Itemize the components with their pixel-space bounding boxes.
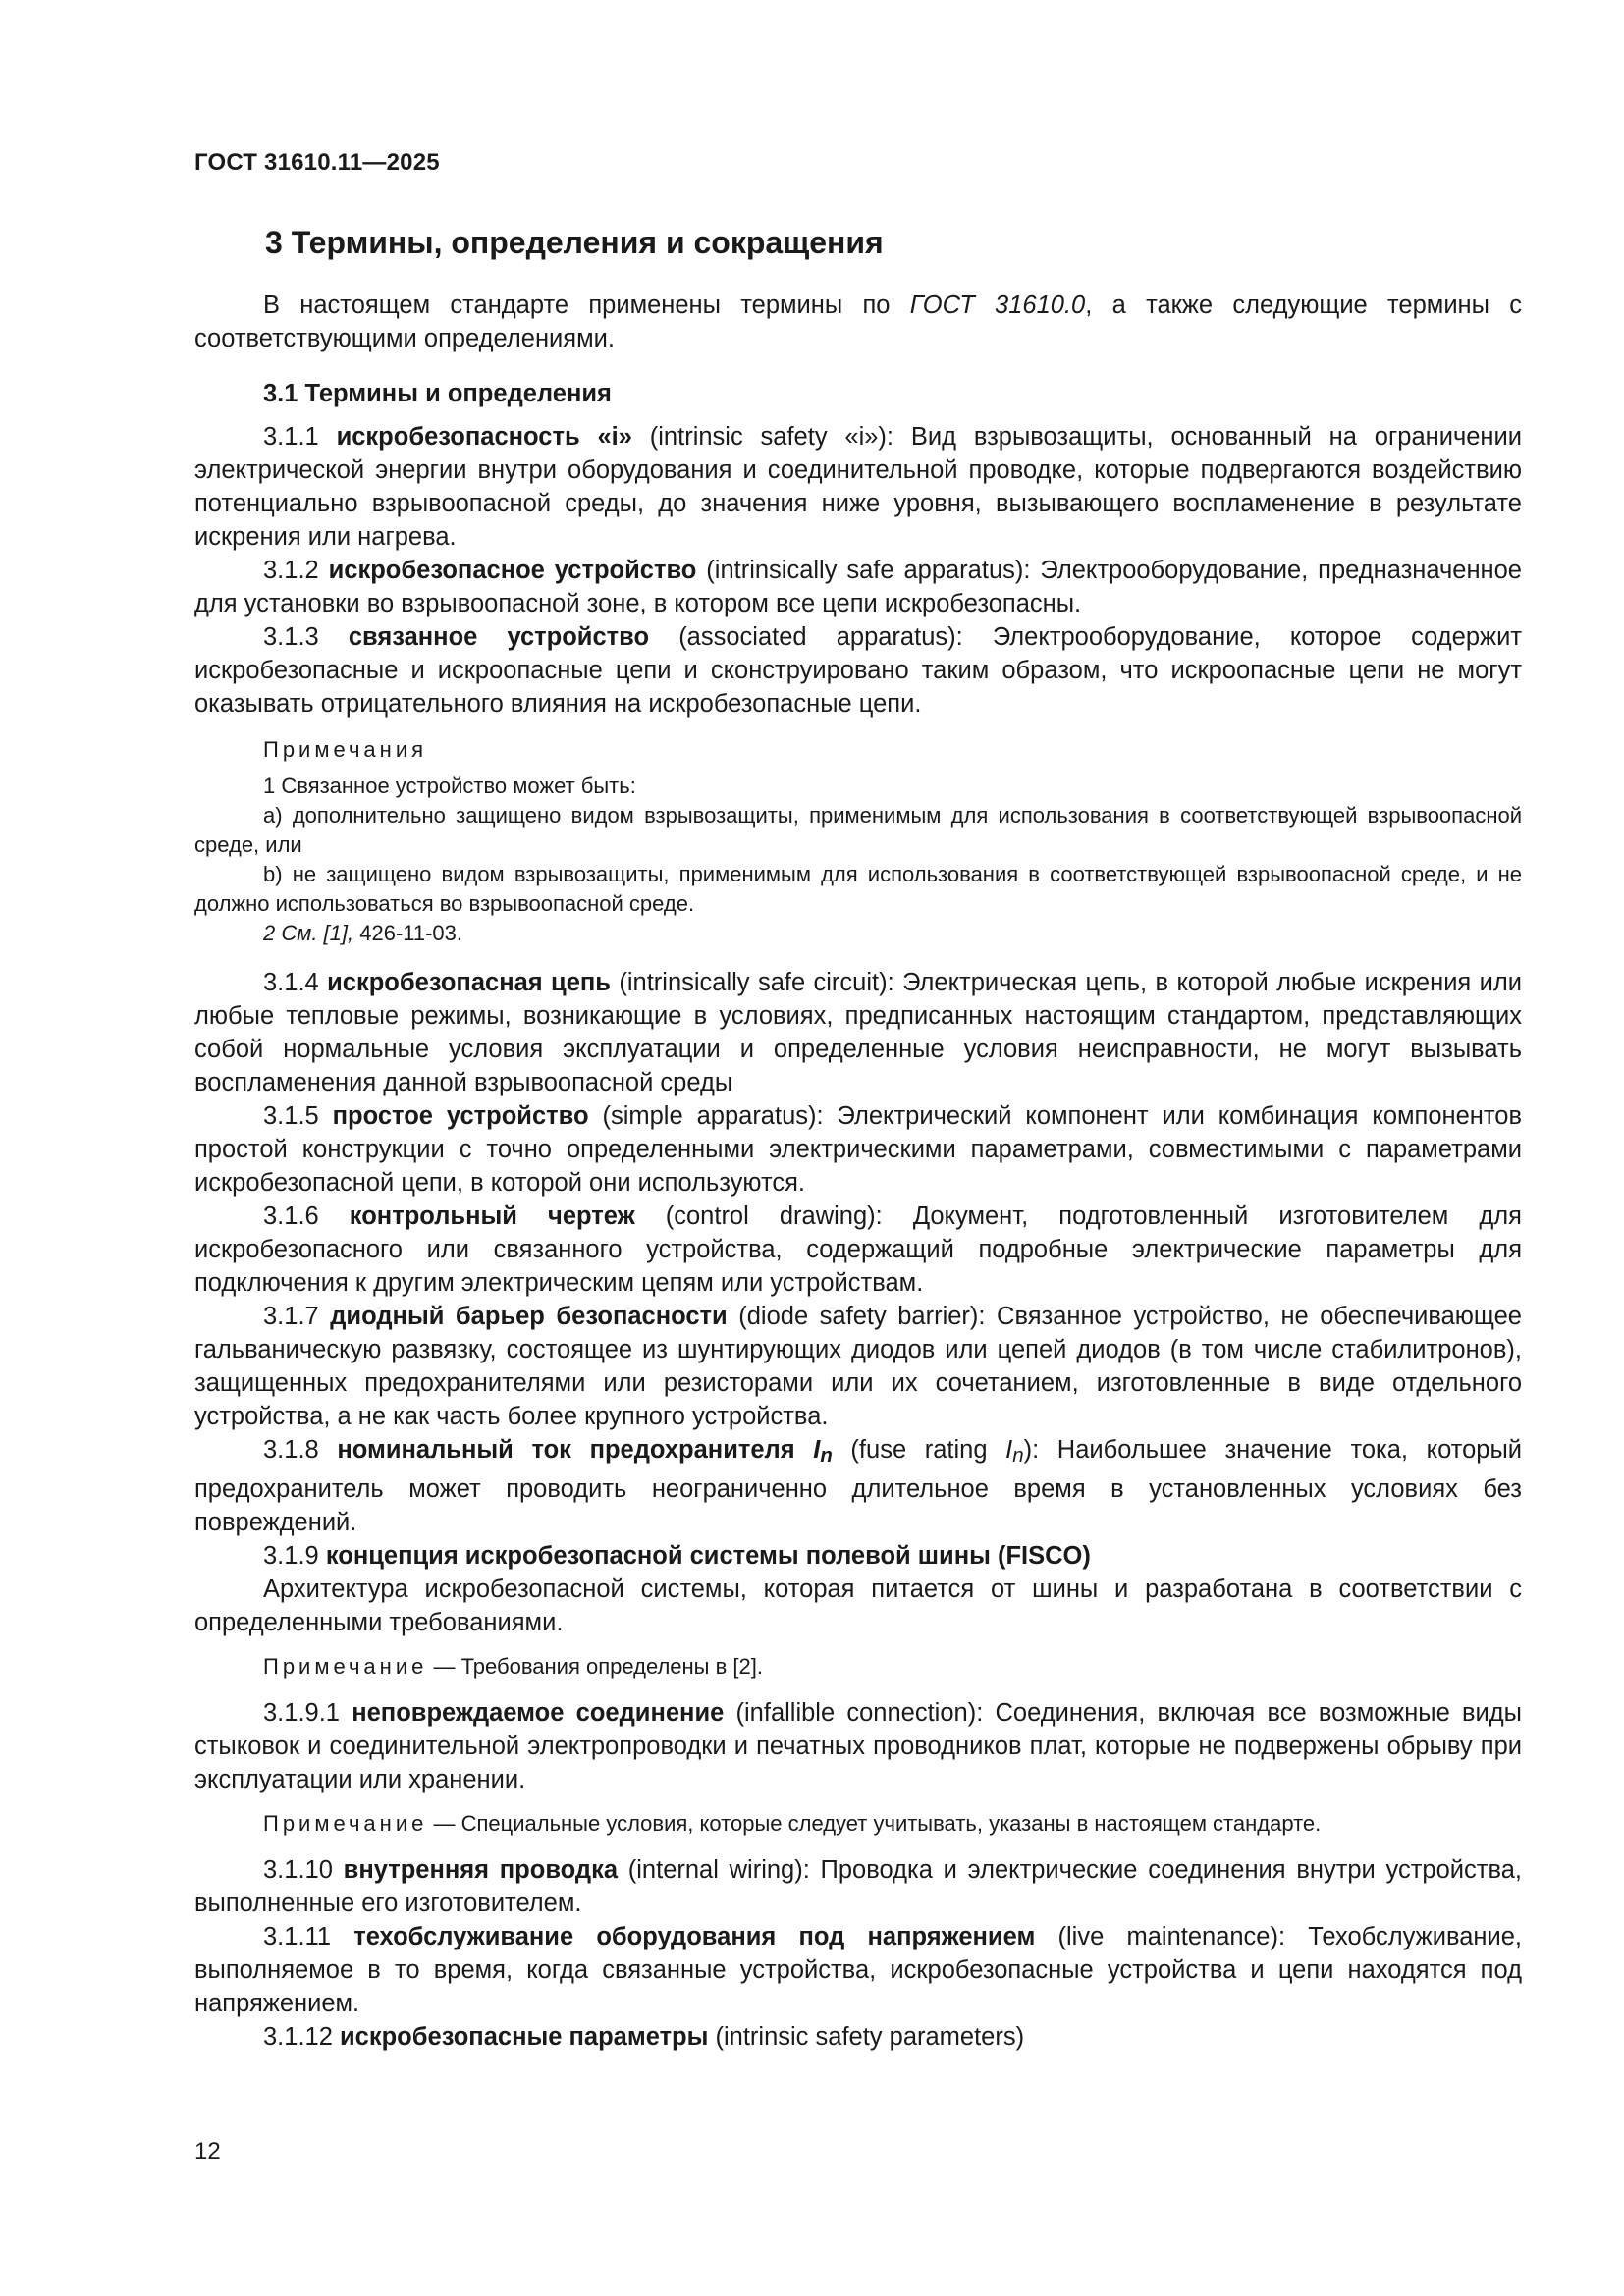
term-3-1-5 — [194, 1099, 1522, 1200]
term-number: 3.1.12 — [263, 2023, 340, 2052]
intro-text: В настоящем стандарте применены термины по — [263, 292, 910, 319]
term-3-1-9-definition: Архитектура искробезопасной системы, которая питается от шины и разработана в соответствии с определенными требованиями. — [194, 1575, 1522, 1637]
term-number: 3.1.2 — [263, 557, 329, 584]
term-definition: (intrinsically safe circuit): Электрическая цепь, в которой любые искрения или любые тепловые режимы, возникающие в условиях, предписанных настоящим стандартом, представляющих собой нормальные условия эксплуатации и определенные условия неисправности, не могут вызывать воспламенения данной взрывоопасной среды — [194, 969, 1522, 1096]
term-3-1-9 — [194, 1539, 1522, 1573]
term-3-1-1 — [194, 420, 1522, 554]
intro-text-end: , а также следующие термины с соответствующими определениями. — [194, 292, 1523, 352]
note-label: Примечание — [263, 1654, 428, 1680]
term-definition: (intrinsic safety «i»): Вид взрывозащиты, основанный на ограничении электрической энергии внутри оборудования и соединительной проводке, которые подвергаются воздействию потенциально взрывоопасной среды, до значения ниже уровня, вызывающего воспламенение в результате искрения или нагрева. — [194, 423, 1522, 551]
term-name: простое устройство — [332, 1102, 589, 1130]
term-name: искробезопасные параметры — [339, 2023, 709, 2052]
term-name-text: номинальный ток предохранителя — [337, 1436, 814, 1464]
term-definition: (intrinsic safety parameters) — [708, 2023, 1025, 2052]
term-definition: (fuse rating — [832, 1436, 1006, 1464]
term-3-1-10 — [194, 1853, 1522, 1920]
note-label: Примечание — [263, 1811, 428, 1837]
term-number: 3.1.3 — [263, 623, 349, 651]
note-2 — [194, 919, 1522, 948]
subsection-title: 3.1 Термины и определения — [263, 380, 612, 407]
note-1: 1 Связанное устройство может быть: — [263, 774, 636, 798]
page-content — [194, 222, 1522, 2054]
term-definition: (simple apparatus): Электрический компонент или комбинация компонентов простой конструкции с точно определенными электрическими параметрами, совместимыми с параметрами искробезопасной цепи, в которой они используются. — [194, 1102, 1523, 1197]
term-3-1-4 — [194, 966, 1522, 1099]
term-number: 3.1.5 — [263, 1102, 333, 1130]
term-name: искробезопасность «i» — [336, 423, 632, 451]
current-subscript-2: n — [1012, 1445, 1024, 1468]
term-3-1-9-1 — [194, 1696, 1522, 1796]
notes-label: Примечания — [263, 737, 428, 762]
term-name: концепция искробезопасной системы полевой шины (FISCO) — [325, 1542, 1091, 1571]
term-definition: (infallible connection): Соединения, включая все возможные виды стыковок и соединительной электропроводки и печатных проводников плат, которые не подвержены обрыву при эксплуатации или хранении. — [194, 1699, 1522, 1794]
term-3-1-12 — [194, 2020, 1522, 2054]
fisco-note — [263, 1651, 1522, 1682]
term-3-1-2 — [194, 554, 1522, 620]
term-number: 3.1.8 — [263, 1436, 338, 1464]
note-1a: а) дополнительно защищено видом взрывозащиты, применимым для использования в соответствующей взрывоопасной среде, или — [194, 803, 1522, 857]
section-title: 3 Термины, определения и сокращения — [265, 225, 884, 260]
note-1b: b) не защищено видом взрывозащиты, применимым для использования в соответствующей взрывоопасной среде, и не должно использоваться во взрывоопасной среде. — [194, 862, 1522, 916]
term-3-1-8 — [194, 1433, 1522, 1539]
term-definition: (associated apparatus): Электрооборудование, которое содержит искробезопасные и искроопасные цепи и сконструировано таким образом, что искроопасные цепи не могут оказывать отрицательного влияния на искробезопасные цепи. — [194, 623, 1523, 718]
term-name: техобслуживание оборудования под напряжением — [353, 1923, 1036, 1951]
term-name — [337, 1436, 833, 1468]
term-number: 3.1.1 — [263, 423, 337, 451]
term-name: контрольный чертеж — [349, 1202, 635, 1230]
current-symbol: I — [813, 1436, 821, 1464]
term-3-1-11 — [194, 1920, 1522, 2020]
infallible-note — [263, 1808, 1522, 1840]
term-name: внутренняя проводка — [343, 1856, 619, 1885]
current-symbol-2: I — [1005, 1436, 1013, 1464]
term-number: 3.1.6 — [263, 1202, 350, 1230]
term-3-1-6 — [194, 1200, 1522, 1300]
term-number: 3.1.4 — [263, 969, 328, 996]
term-name: искробезопасная цепь — [327, 969, 611, 996]
term-number: 3.1.11 — [263, 1923, 354, 1951]
term-name: связанное устройство — [348, 623, 650, 651]
current-subscript: n — [820, 1445, 833, 1468]
term-3-1-3 — [194, 620, 1522, 721]
term-definition-end: ): Наибольшее значение тока, который предохранитель может проводить неограниченно длительное время в установленных условиях без повреждений. — [194, 1436, 1523, 1537]
note-text: — Требования определены в [2]. — [427, 1654, 763, 1680]
term-definition: (live maintenance): Техобслуживание, выполняемое в то время, когда связанные устройства, искробезопасные устройства и цепи находятся под напряжением. — [194, 1923, 1522, 2018]
term-name: диодный барьер безопасности — [330, 1303, 728, 1330]
term-number: 3.1.10 — [263, 1856, 344, 1885]
term-number: 3.1.9.1 — [263, 1699, 352, 1728]
term-name: неповреждаемое соединение — [352, 1699, 725, 1728]
note-2-text: 426-11-03. — [353, 921, 463, 945]
term-name: искробезопасное устройство — [328, 557, 697, 584]
page-number: 12 — [194, 2138, 221, 2164]
term-definition: (internal wiring): Проводка и электрические соединения внутри устройства, выполненные его изготовителем. — [194, 1856, 1522, 1918]
term-number: 3.1.7 — [263, 1303, 331, 1330]
document-header: ГОСТ 31610.11—2025 — [194, 149, 440, 176]
intro-reference: ГОСТ 31610.0 — [909, 292, 1086, 319]
section-intro — [194, 289, 1522, 355]
term-definition: (intrinsically safe apparatus): Электрооборудование, предназначенное для установки во взрывоопасной зоне, в котором все цепи искробезопасны. — [194, 557, 1522, 617]
term-definition: (control drawing): Документ, подготовленный изготовителем для искробезопасного или связанного устройства, содержащий подробные электрические параметры для подключения к другим электрическим цепям или устройствам. — [194, 1202, 1522, 1297]
note-2-reference: 2 См. [1], — [263, 921, 354, 945]
term-definition: (diode safety barrier): Связанное устройство, не обеспечивающее гальваническую развязку, состоящее из шунтирующих диодов или цепей диодов (в том числе стабилитронов), защищенных предохранителями или резисторами или их сочетанием, изготовленные в виде отдельного устройства, а не как часть более крупного устройства. — [194, 1303, 1522, 1430]
note-text: — Специальные условия, которые следует учитывать, указаны в настоящем стандарте. — [427, 1811, 1322, 1837]
term-number: 3.1.9 — [263, 1542, 326, 1571]
term-3-1-7 — [194, 1300, 1522, 1433]
